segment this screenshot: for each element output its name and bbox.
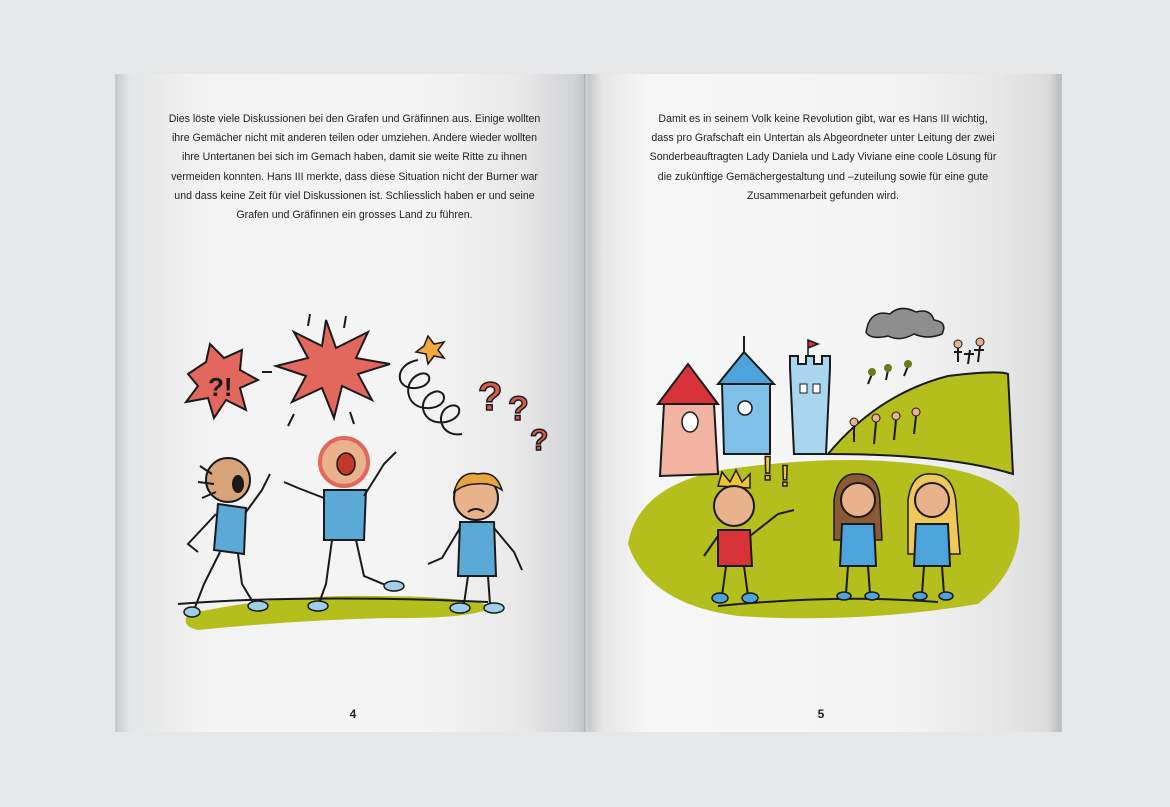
page-number: 5 — [817, 707, 825, 721]
exclamation-mark: ! — [762, 450, 774, 488]
left-page-text — [138, 110, 571, 225]
frowning-person-right — [428, 473, 522, 613]
text-line: Dies löste viele Diskussionen bei den Grafen und Gräfinnen aus. Einige wollten — [168, 113, 541, 125]
text-line: ihre Untertanen bei sich im Gemach haben, damit sie weite Ritte zu ihnen — [181, 151, 528, 164]
text-line: ihre Gemächer nicht mit anderen teilen oder umziehen. Andere wieder wollten — [171, 132, 538, 145]
exclamation-mark: ! — [780, 460, 790, 493]
castle-hill-illustration — [618, 304, 1038, 634]
question-mark: ? — [478, 375, 503, 419]
text-line: Sonderbeauftragten Lady Daniela und Lady Viviane eine coole Lösung für — [649, 151, 997, 164]
right-page-text — [598, 110, 1048, 206]
text-line: die zukünftige Gemächergestaltung und –zuteilung sowie für eine gute — [657, 170, 989, 183]
screaming-person-center — [284, 438, 404, 611]
text-line: Zusammenarbeit gefunden wird. — [747, 189, 899, 202]
shouting-person-left — [184, 458, 270, 617]
text-line: Damit es in seinem Volk keine Revolution gibt, war es Hans III wichtig, — [658, 113, 988, 125]
text-line: dass pro Grafschaft ein Untertan als Abgeordneter unter Leitung der zwei — [651, 132, 995, 145]
left-page — [115, 74, 586, 732]
text-line: Grafen und Gräfinnen ein grosses Land zu führen. — [236, 209, 473, 222]
text-line: vermeiden konnten. Hans III merkte, dass diese Situation nicht der Burner war — [171, 170, 538, 183]
page-number: 4 — [349, 707, 357, 721]
burst-symbol: ?! — [208, 372, 233, 402]
arguing-people-illustration — [158, 314, 558, 644]
text-line: und dass keine Zeit für viel Diskussionen ist. Schliesslich haben er und seine — [174, 189, 535, 202]
right-page — [588, 74, 1062, 732]
red-roof-tower — [658, 364, 718, 476]
blue-roof-tower — [718, 336, 774, 454]
question-mark: ? — [530, 424, 549, 457]
open-book — [115, 74, 1062, 732]
castle-tower — [790, 340, 830, 454]
question-mark: ? — [508, 390, 529, 428]
